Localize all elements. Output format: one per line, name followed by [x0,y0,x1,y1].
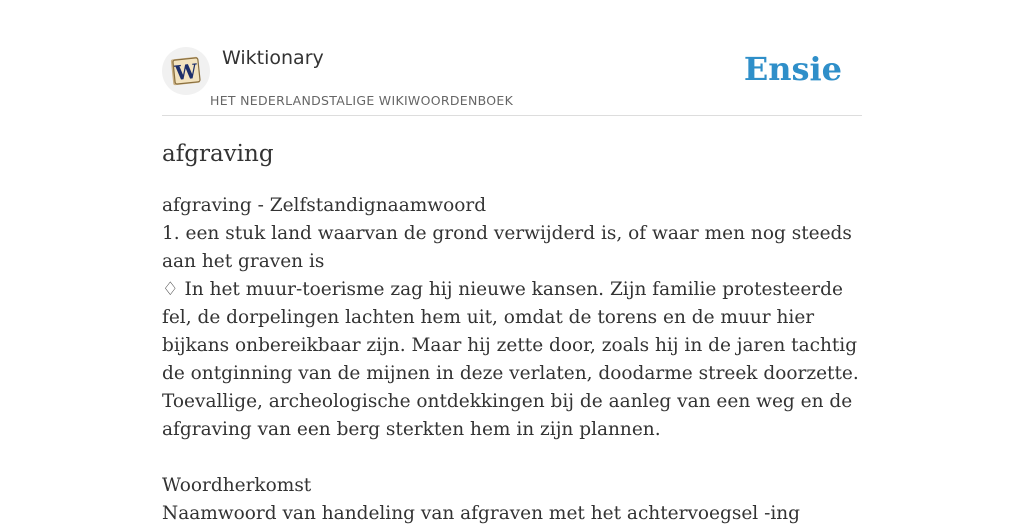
wiktionary-logo-icon[interactable] [162,47,210,95]
entry-body [162,192,862,528]
example-quote: ♢ In het muur-toerisme zag hij nieuwe kansen. Zijn familie protesteerde fel, de dorpelingen lachten hem uit, omdat de torens en de muur hier bijkans onbereikbaar zijn. Maar hij zette door, zoals hij in de jaren tachtig de ontginning van de mijnen in deze verlaten, doodarme streek doorzette. Toevallige, archeologische ontdekkingen bij de aanleg van een weg en de afgraving van een berg sterkten hem in zijn plannen. [162,279,859,440]
puzzle-tile-icon [169,54,203,88]
site-header [162,0,862,116]
word-type-line: afgraving - Zelfstandignaamwoord [162,195,487,216]
definition-text: 1. een stuk land waarvan de grond verwijderd is, of waar men nog steeds aan het graven is [162,223,852,272]
ensie-brand-link[interactable]: Ensie [743,50,842,88]
site-tagline: HET NEDERLANDSTALIGE WIKIWOORDENBOEK [210,93,514,108]
logo-letter: W [173,58,199,86]
page-title: afgraving [162,141,274,167]
etymology-text: Naamwoord van handeling van afgraven met het achtervoegsel -ing [162,503,800,524]
content-column [162,0,862,524]
site-name[interactable]: Wiktionary [222,47,324,69]
paragraph-spacer [162,444,862,472]
etymology-heading: Woordherkomst [162,475,312,496]
